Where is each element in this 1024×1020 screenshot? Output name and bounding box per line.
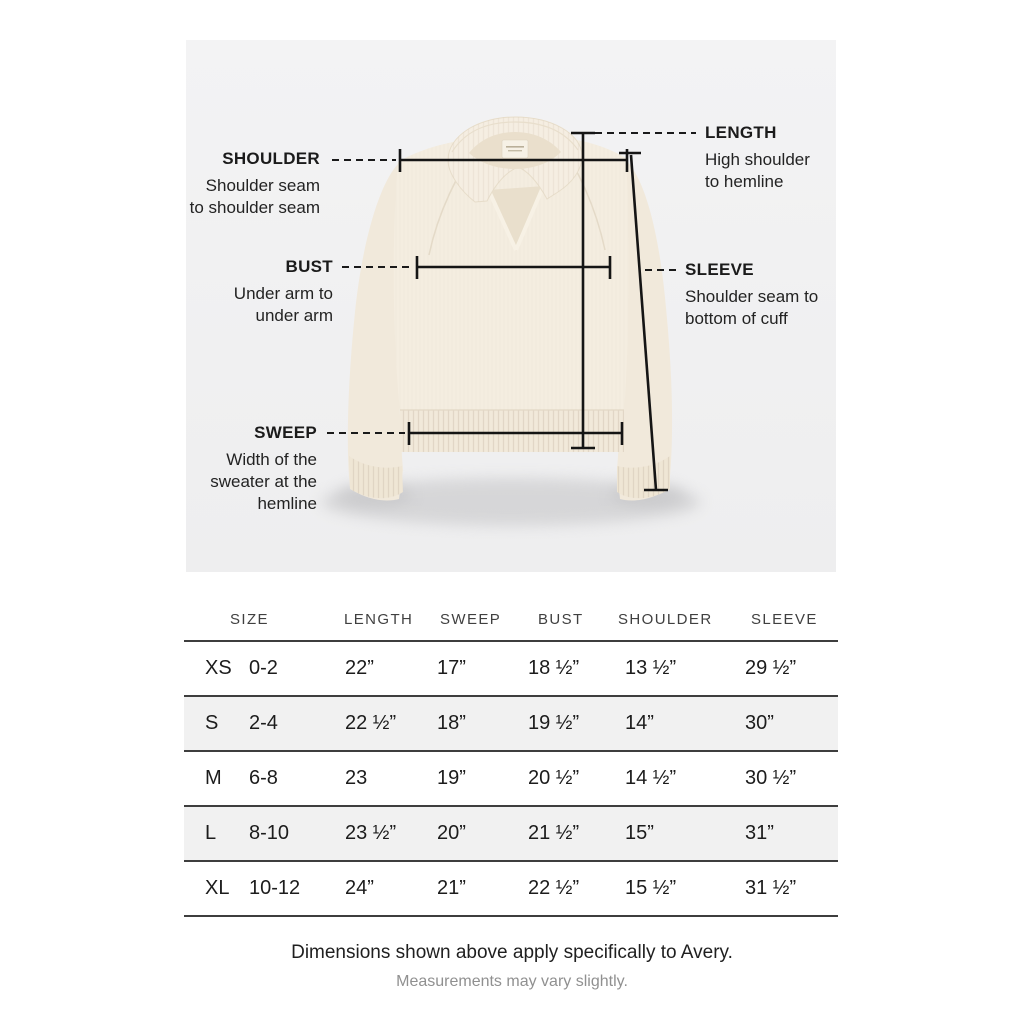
bust-desc-line1: Under arm to — [233, 284, 333, 303]
cell-size — [184, 767, 344, 790]
cell-length: 23 ½” — [345, 822, 397, 844]
size-diagram-section — [186, 40, 836, 572]
cell-bust: 18 ½” — [528, 657, 580, 679]
sweep-title: SWEEP — [254, 423, 317, 442]
size-range: 10-12 — [249, 877, 301, 899]
size-range: 6-8 — [249, 767, 278, 789]
cell-sleeve: 29 ½” — [745, 657, 797, 679]
cell-sleeve: 31” — [745, 822, 774, 844]
size-code: XS — [205, 657, 232, 679]
sweep-desc-line3: hemline — [257, 494, 317, 513]
cell-shoulder: 15” — [625, 822, 654, 844]
cell-shoulder: 13 ½” — [625, 657, 677, 679]
col-header-bust: BUST — [538, 610, 584, 628]
size-range: 8-10 — [249, 822, 290, 844]
cell-bust: 21 ½” — [528, 822, 580, 844]
cell-bust: 20 ½” — [528, 767, 580, 789]
cell-shoulder: 15 ½” — [625, 877, 677, 899]
table-row-m — [184, 752, 838, 807]
size-code: S — [205, 712, 219, 734]
size-table-header — [184, 598, 838, 642]
cell-sweep: 17” — [437, 657, 466, 679]
length-desc-line2: to hemline — [705, 172, 784, 191]
cell-shoulder: 14” — [625, 712, 654, 734]
bust-desc-line2: under arm — [255, 306, 333, 325]
shoulder-title: SHOULDER — [222, 149, 320, 168]
size-code: M — [205, 767, 222, 789]
table-row-xs — [184, 642, 838, 697]
col-header-sweep: SWEEP — [440, 610, 502, 628]
cell-sweep: 18” — [437, 712, 466, 734]
fit-note: Dimensions shown above apply specifically to Avery. — [291, 942, 733, 963]
col-header-sleeve: SLEEVE — [751, 610, 818, 628]
measure-label-sweep — [210, 422, 317, 515]
cell-sleeve: 30” — [745, 712, 774, 734]
cell-length: 22” — [345, 657, 374, 679]
brand-tag — [502, 140, 528, 158]
cell-size — [184, 822, 344, 845]
shoulder-desc-line1: Shoulder seam — [205, 176, 320, 195]
cell-sweep: 20” — [437, 822, 466, 844]
cell-sleeve: 31 ½” — [745, 877, 797, 899]
measure-label-sleeve — [685, 259, 818, 330]
length-desc-line1: High shoulder — [705, 150, 810, 169]
cell-size — [184, 877, 344, 900]
sleeve-title: SLEEVE — [685, 260, 754, 279]
table-row-xl — [184, 862, 838, 917]
sleeve-desc-line1: Shoulder seam to — [685, 287, 819, 306]
sleeve-desc-line2: bottom of cuff — [685, 309, 788, 328]
col-header-shoulder: SHOULDER — [618, 610, 713, 628]
length-title: LENGTH — [705, 123, 777, 142]
bust-title: BUST — [285, 257, 333, 276]
table-row-s — [184, 697, 838, 752]
cell-sweep: 19” — [437, 767, 466, 789]
measure-label-length — [705, 122, 810, 193]
shoulder-desc-line2: to shoulder seam — [189, 198, 320, 217]
size-range: 0-2 — [249, 657, 278, 679]
col-header-length: LENGTH — [344, 610, 414, 628]
col-header-size: SIZE — [230, 610, 269, 628]
cell-length: 24” — [345, 877, 374, 899]
cell-size — [184, 712, 344, 735]
measurement-disclaimer: Measurements may vary slightly. — [396, 973, 628, 990]
sweep-desc-line2: sweater at the — [210, 472, 317, 491]
size-code: XL — [205, 877, 230, 899]
measure-label-shoulder — [190, 148, 320, 219]
cell-length: 23 — [345, 767, 368, 789]
cell-sleeve: 30 ½” — [745, 767, 797, 789]
cell-length: 22 ½” — [345, 712, 397, 734]
size-range: 2-4 — [249, 712, 278, 734]
size-table — [184, 598, 838, 917]
cell-sweep: 21” — [437, 877, 466, 899]
measure-label-bust — [234, 256, 333, 327]
cell-bust: 19 ½” — [528, 712, 580, 734]
table-row-l — [184, 807, 838, 862]
cell-bust: 22 ½” — [528, 877, 580, 899]
cell-shoulder: 14 ½” — [625, 767, 677, 789]
size-code: L — [205, 822, 217, 844]
cell-size — [184, 657, 344, 680]
sweep-desc-line1: Width of the — [226, 450, 317, 469]
